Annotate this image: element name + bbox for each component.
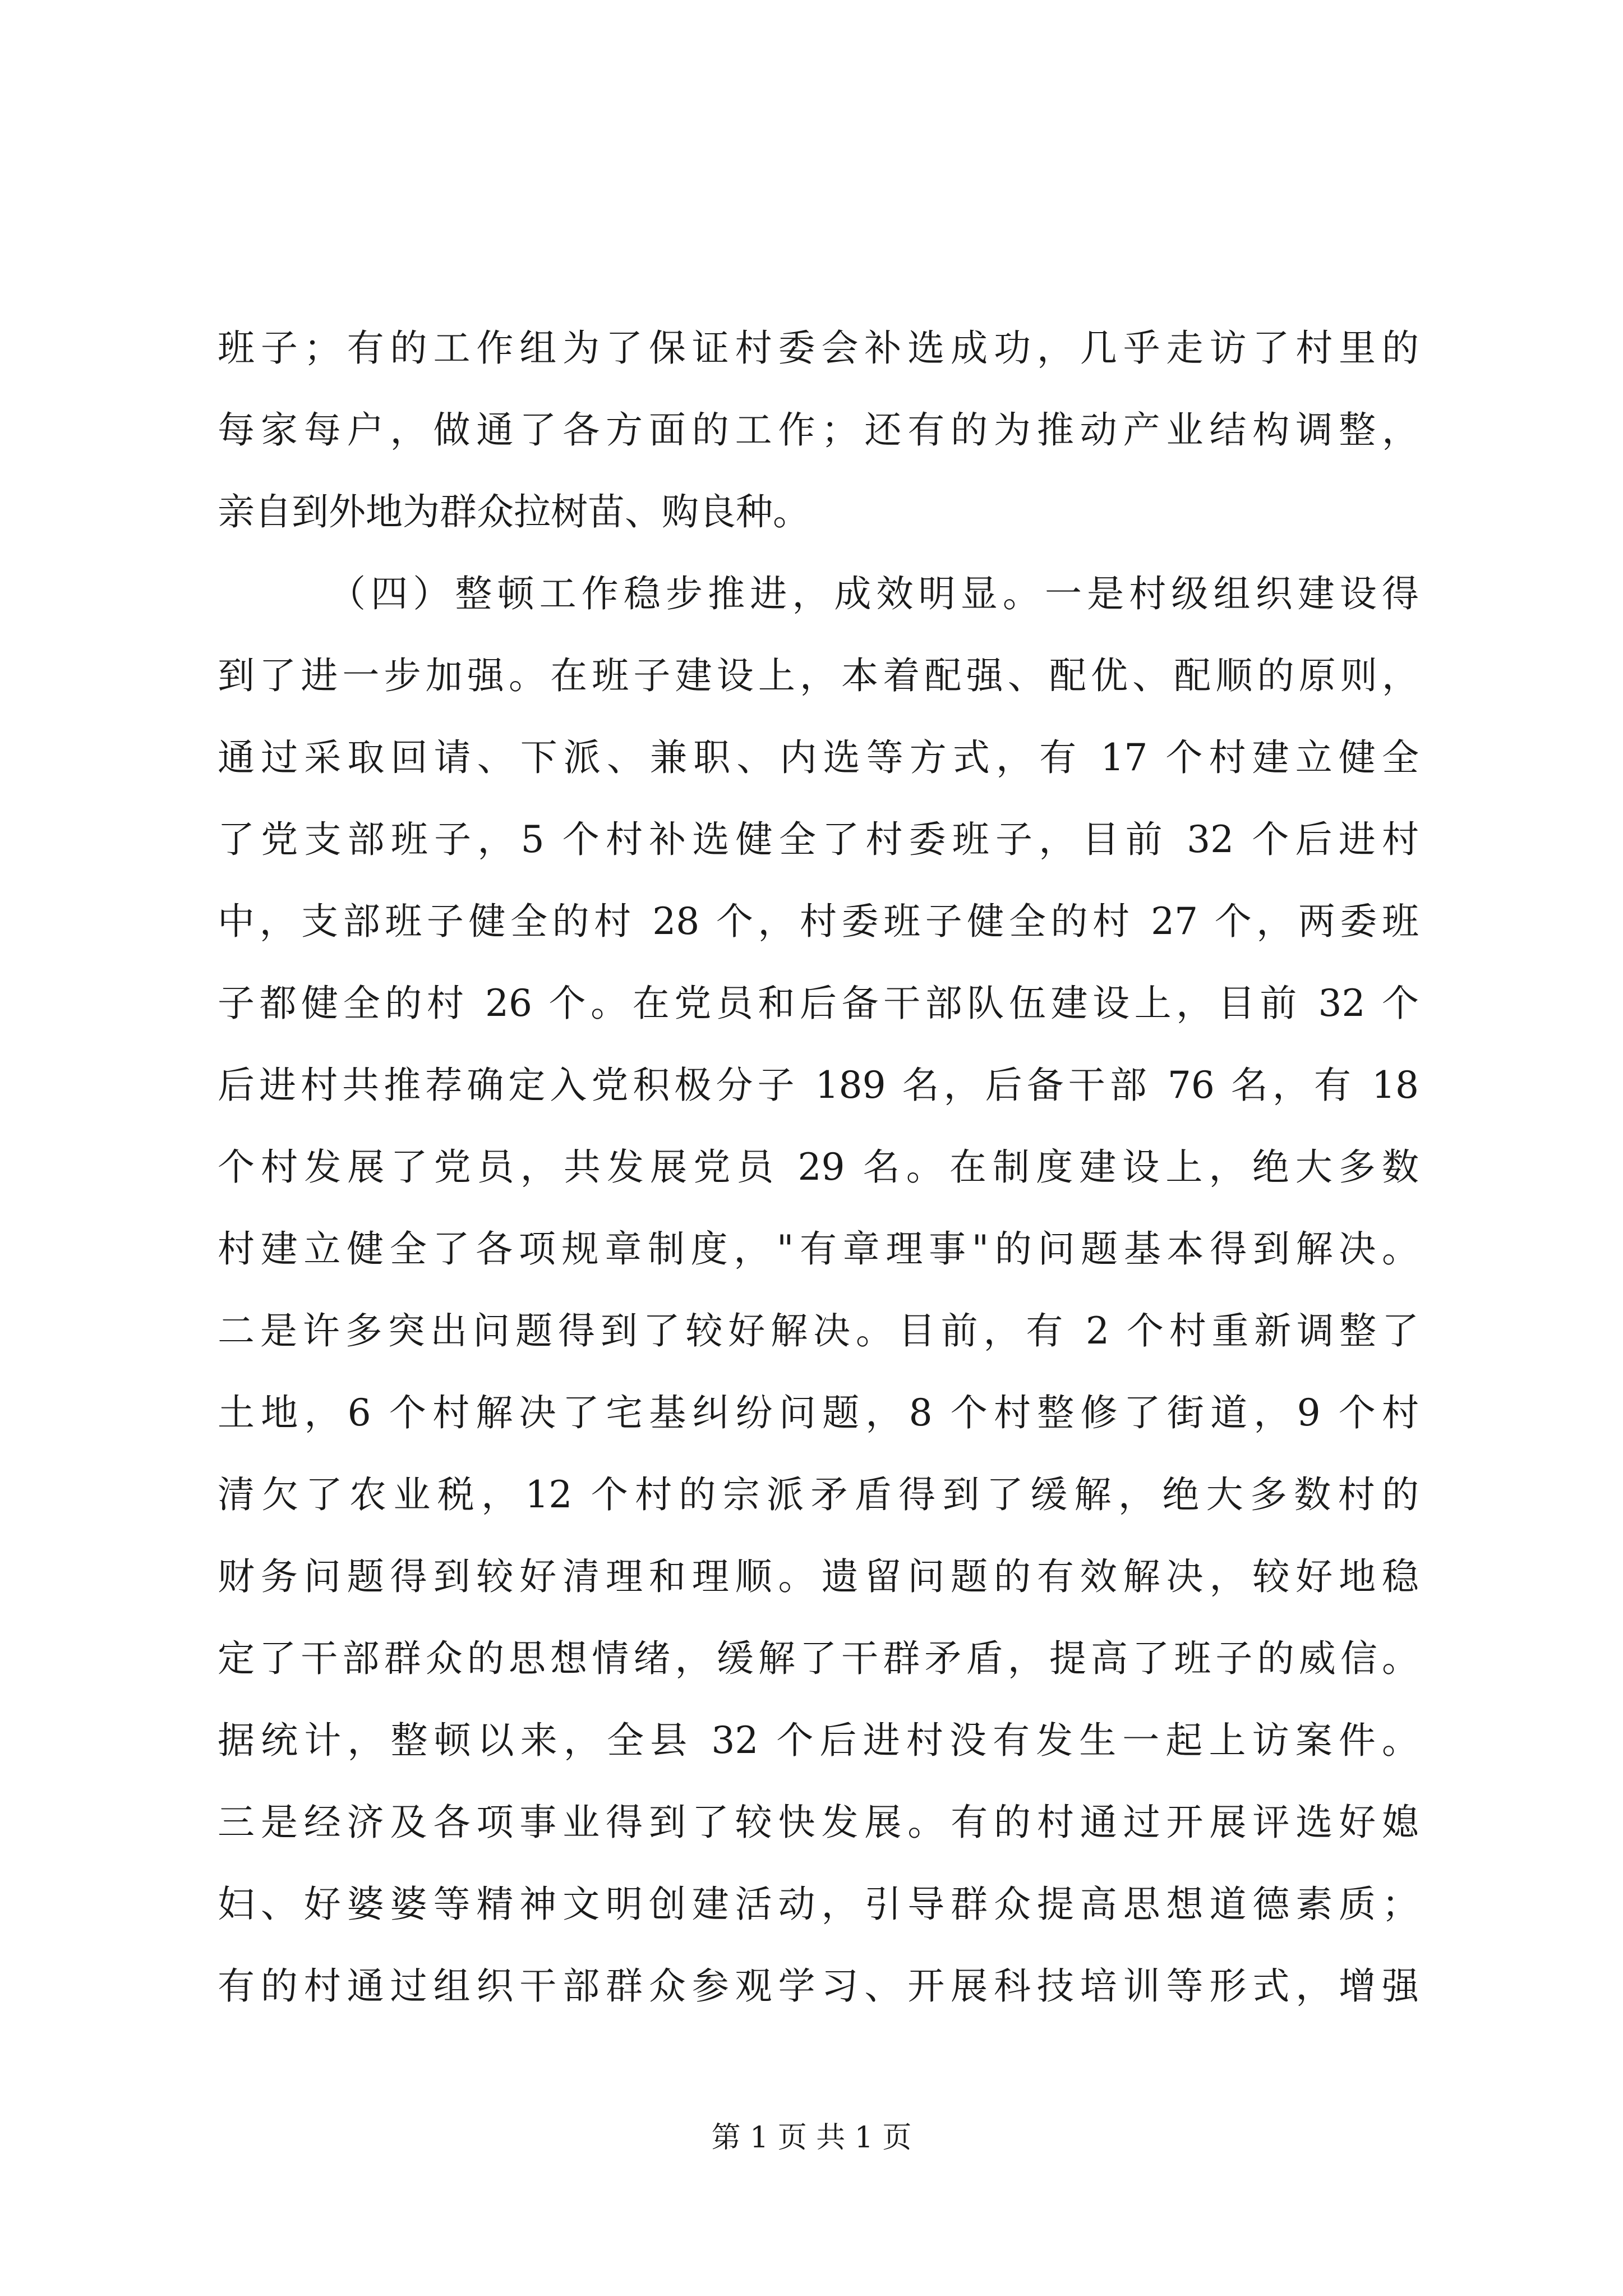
page-footer: 第 1 页 共 1 页 [711,2121,912,2155]
text-line: 财务问题得到较好清理和理顺。遗留问题的有效解决，较好地稳 [218,1555,1419,1598]
text-line: 清欠了农业税，12 个村的宗派矛盾得到了缓解，绝大多数村的 [218,1473,1419,1516]
text-line: 通过采取回请、下派、兼职、内选等方式，有 17 个村建立健全 [218,736,1419,779]
text-line: 三是经济及各项事业得到了较快发展。有的村通过开展评选好媳 [218,1801,1419,1844]
text-line: 班子；有的工作组为了保证村委会补选成功，几乎走访了村里的 [218,326,1419,370]
text-line: 亲自到外地为群众拉树苗、购良种。 [218,490,810,533]
text-line: 二是许多突出问题得到了较好解决。目前，有 2 个村重新调整了 [218,1309,1419,1352]
text-line: 定了干部群众的思想情绪，缓解了干群矛盾，提高了班子的威信。 [218,1637,1419,1680]
text-line: 每家每户，做通了各方面的工作；还有的为推动产业结构调整， [218,408,1419,452]
text-line: 了党支部班子，5 个村补选健全了村委班子，目前 32 个后进村 [218,818,1419,861]
text-line: 中，支部班子健全的村 28 个，村委班子健全的村 27 个，两委班 [218,900,1419,943]
text-line: 到了进一步加强。在班子建设上，本着配强、配优、配顺的原则， [218,654,1419,697]
text-line: 妇、好婆婆等精神文明创建活动，引导群众提高思想道德素质； [218,1883,1419,1926]
text-line: 子都健全的村 26 个。在党员和后备干部队伍建设上，目前 32 个 [218,982,1419,1025]
text-line: 个村发展了党员，共发展党员 29 名。在制度建设上，绝大多数 [218,1145,1419,1189]
text-line: 据统计，整顿以来，全县 32 个后进村没有发生一起上访案件。 [218,1719,1419,1762]
body-text [218,307,1419,2027]
text-line: 有的村通过组织干部群众参观学习、开展科技培训等形式，增强 [218,1964,1419,2008]
text-line: 村建立健全了各项规章制度，"有章理事"的问题基本得到解决。 [218,1227,1419,1271]
text-line: 后进村共推荐确定入党积极分子 189 名，后备干部 76 名，有 18 [218,1064,1419,1107]
text-line: 土地，6 个村解决了宅基纠纷问题，8 个村整修了街道，9 个村 [218,1391,1419,1434]
text-line-indented: （四）整顿工作稳步推进，成效明显。一是村级组织建设得 [329,572,1419,615]
